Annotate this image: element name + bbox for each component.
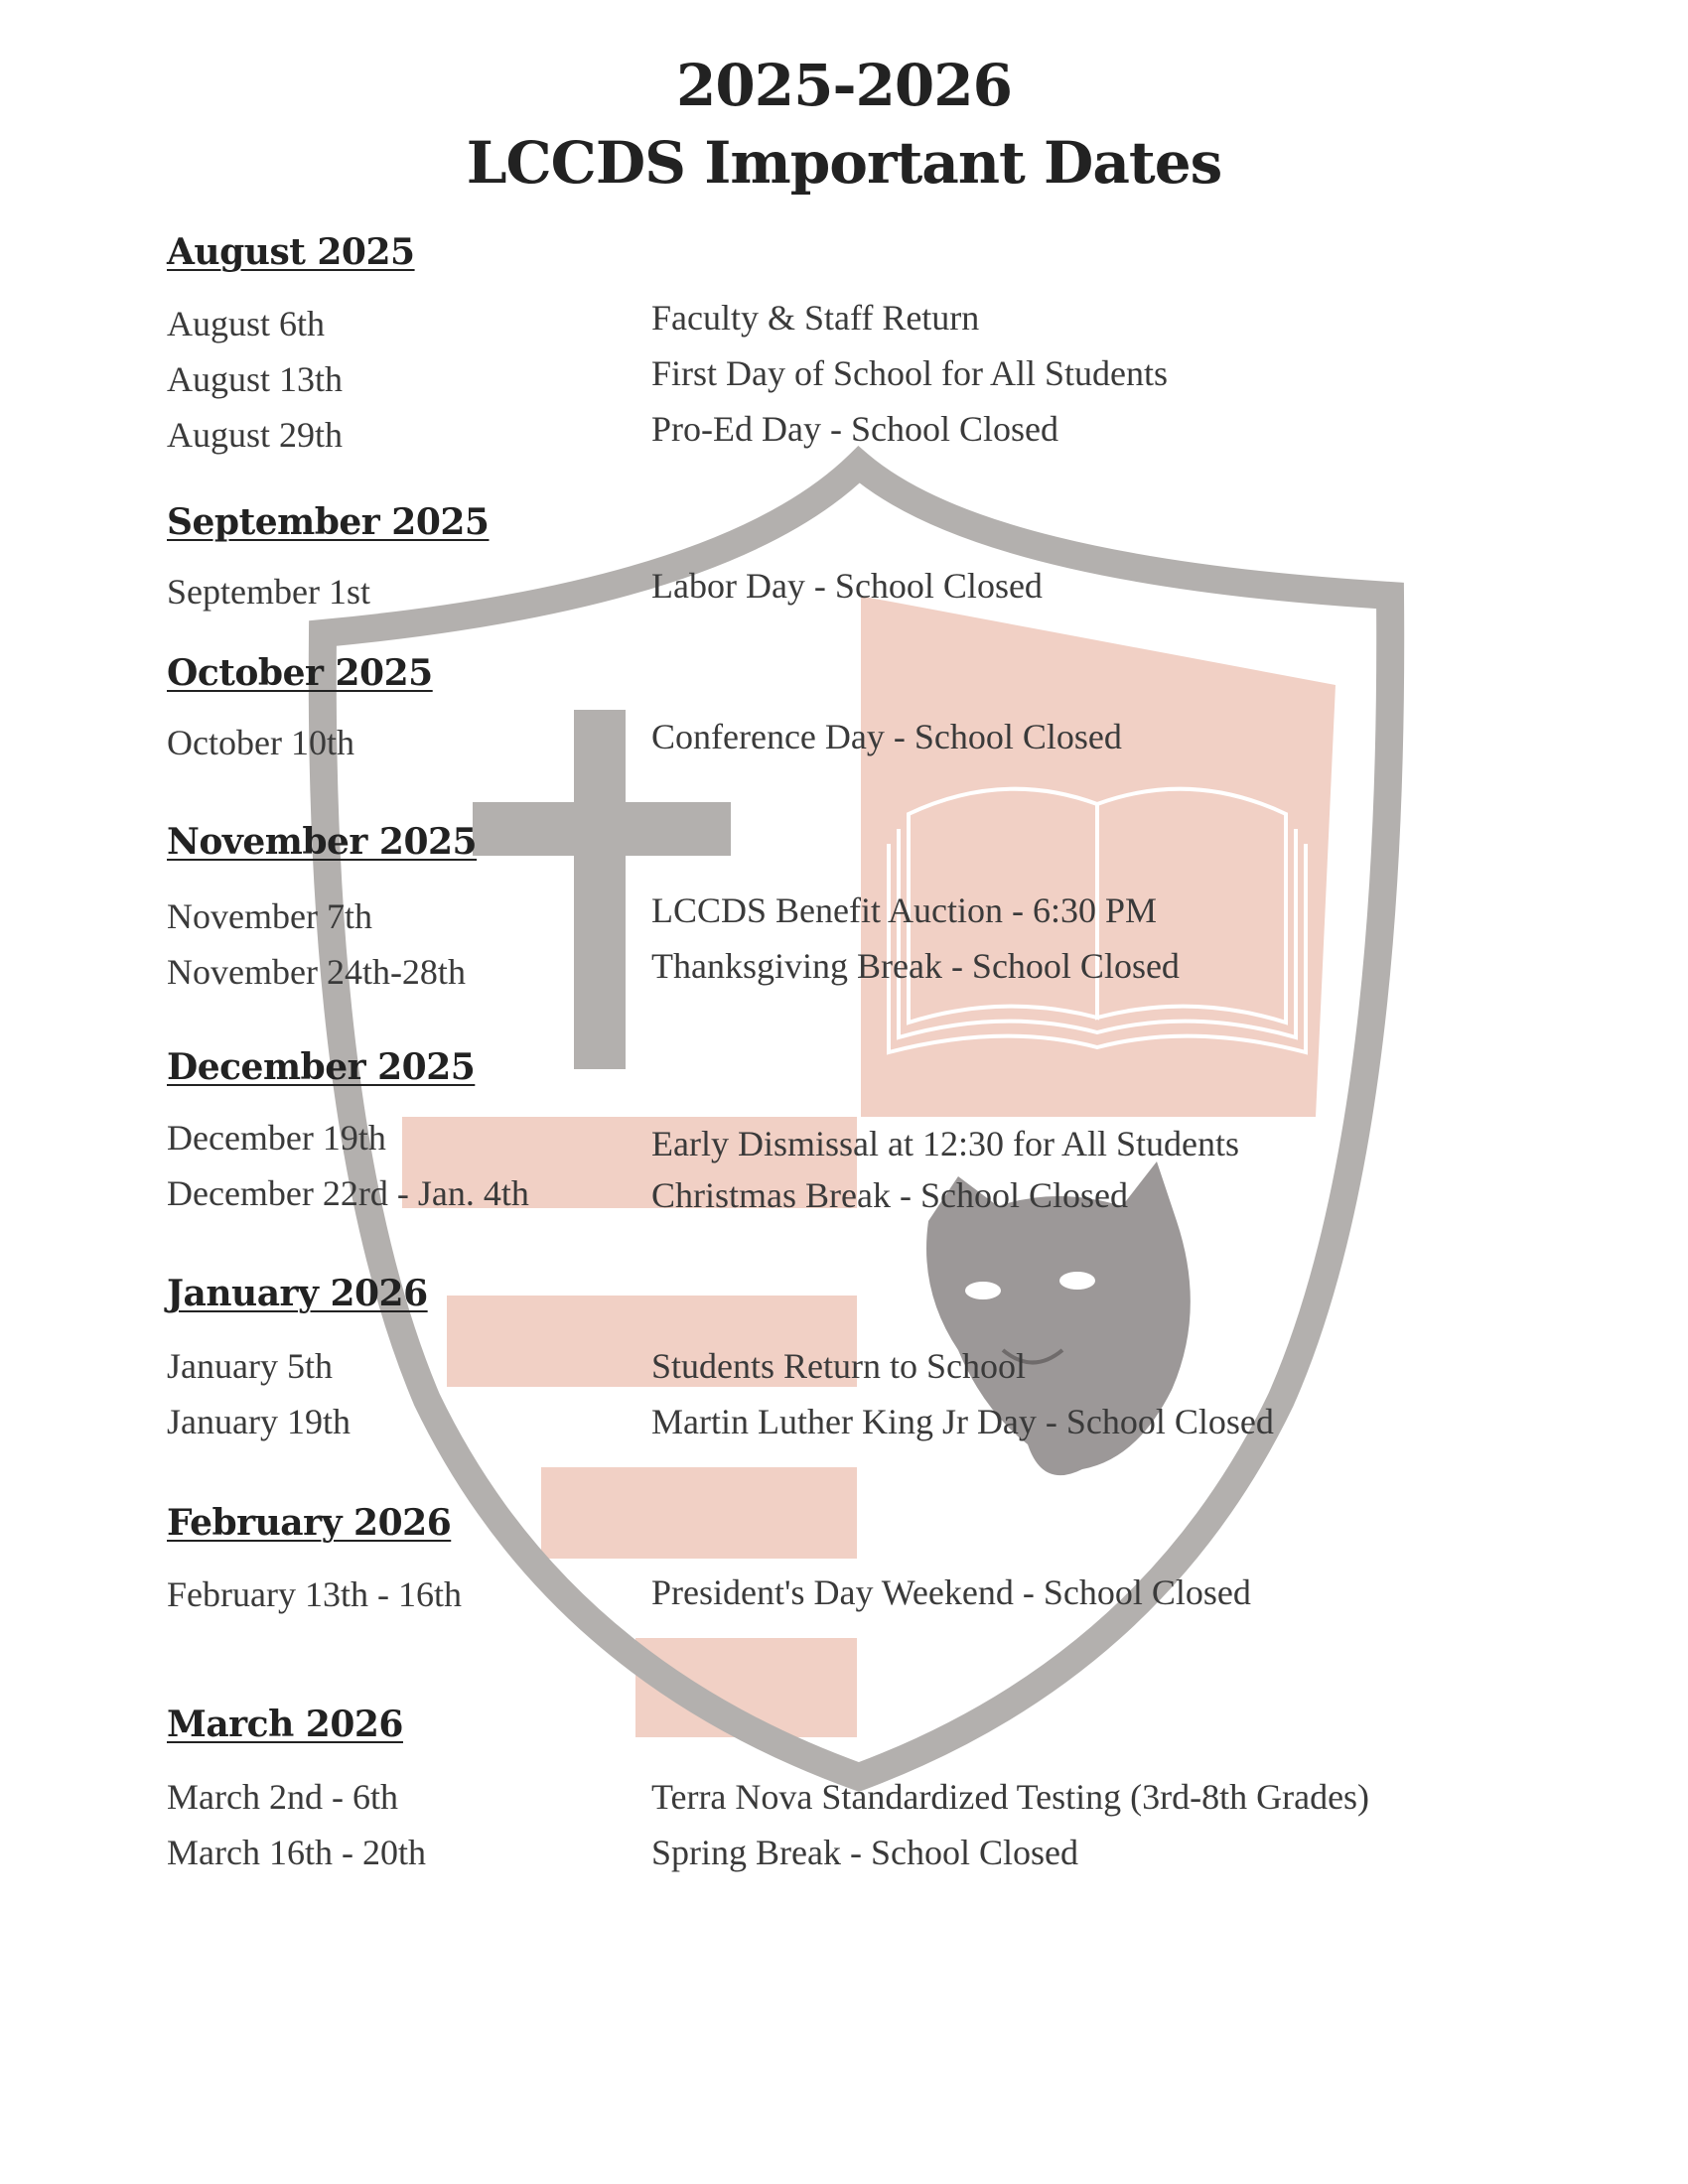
event-date: October 10th <box>167 723 354 762</box>
list-item <box>0 566 1688 616</box>
month-heading-september: September 2025 <box>167 501 490 543</box>
document-title: LCCDS Important Dates <box>466 129 1222 197</box>
list-item <box>0 717 1688 767</box>
month-heading-january: January 2026 <box>167 1273 428 1314</box>
event-description: Students Return to School <box>651 1346 1026 1386</box>
event-description: First Day of School for All Students <box>651 353 1168 393</box>
event-date: August 29th <box>167 415 344 455</box>
month-heading-november: November 2025 <box>167 821 478 863</box>
event-date: March 2nd - 6th <box>167 1777 398 1817</box>
event-description: Terra Nova Standardized Testing (3rd-8th Grades) <box>651 1777 1370 1817</box>
event-date: December 22rd - Jan. 4th <box>167 1173 529 1213</box>
event-date: September 1st <box>167 572 370 612</box>
event-date: August 6th <box>167 304 326 343</box>
month-heading-december: December 2025 <box>167 1046 476 1088</box>
list-item <box>0 1776 1688 1822</box>
event-description: Early Dismissal at 12:30 for All Students <box>651 1124 1239 1163</box>
event-date: November 24th-28th <box>167 952 466 992</box>
list-item <box>0 1573 1688 1619</box>
list-item <box>0 409 1688 460</box>
list-item <box>0 1117 1688 1162</box>
event-description: Conference Day - School Closed <box>651 717 1122 756</box>
event-date: August 13th <box>167 359 344 399</box>
list-item <box>0 890 1688 941</box>
list-item <box>0 1401 1688 1446</box>
event-description: Faculty & Staff Return <box>651 298 980 338</box>
event-date: March 16th - 20th <box>167 1833 426 1872</box>
event-description: LCCDS Benefit Auction - 6:30 PM <box>651 890 1158 930</box>
event-date: January 19th <box>167 1402 351 1441</box>
list-item <box>0 353 1688 404</box>
list-item <box>0 1345 1688 1391</box>
crest-stripe <box>541 1467 859 1559</box>
event-description: Spring Break - School Closed <box>651 1833 1078 1872</box>
event-description: Martin Luther King Jr Day - School Closed <box>651 1402 1274 1441</box>
month-heading-march: March 2026 <box>167 1704 403 1745</box>
event-date: November 7th <box>167 896 372 936</box>
document-title-year: 2025-2026 <box>676 52 1012 119</box>
event-description: Thanksgiving Break - School Closed <box>651 946 1180 986</box>
month-heading-august: August 2025 <box>167 231 415 273</box>
event-description: President's Day Weekend - School Closed <box>651 1572 1251 1612</box>
list-item <box>0 298 1688 348</box>
event-description: Christmas Break - School Closed <box>651 1175 1128 1215</box>
list-item <box>0 946 1688 997</box>
event-description: Pro-Ed Day - School Closed <box>651 409 1058 449</box>
list-item <box>0 1832 1688 1877</box>
event-date: January 5th <box>167 1346 333 1386</box>
event-date: February 13th - 16th <box>167 1574 462 1614</box>
list-item <box>0 1172 1688 1218</box>
month-heading-october: October 2025 <box>167 652 433 694</box>
month-heading-february: February 2026 <box>167 1502 452 1544</box>
event-description: Labor Day - School Closed <box>651 566 1043 606</box>
event-date: December 19th <box>167 1118 386 1158</box>
